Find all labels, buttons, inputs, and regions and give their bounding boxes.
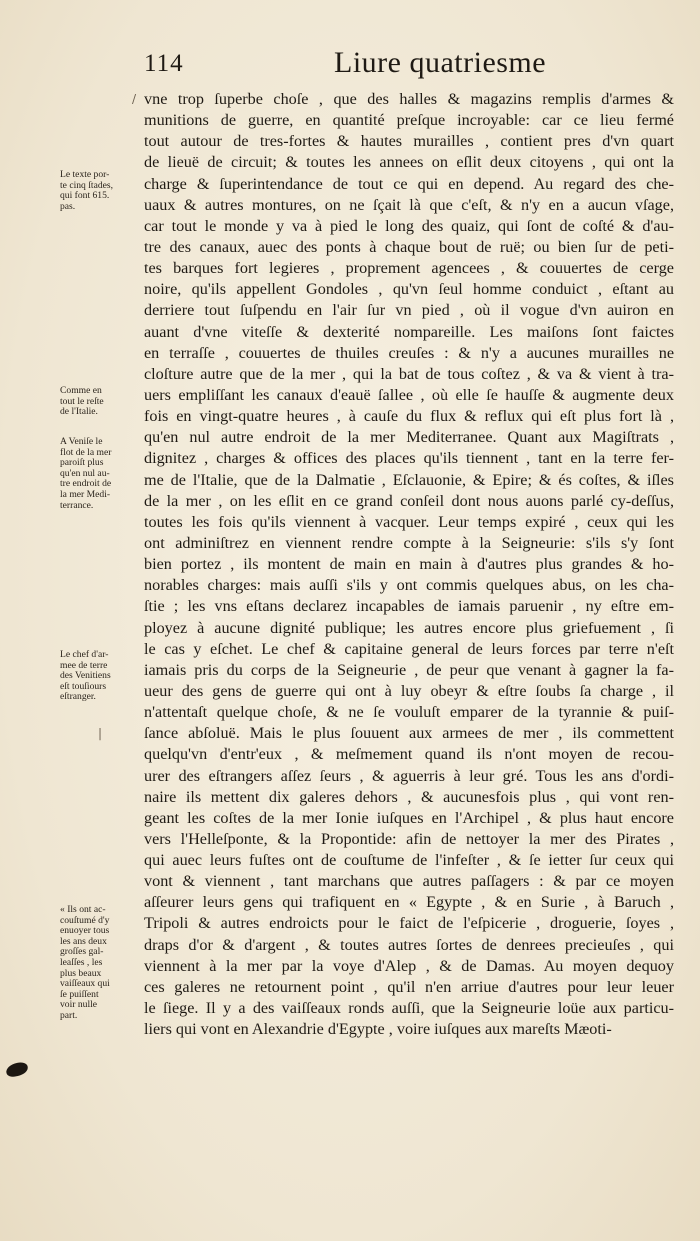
margin-note-line: tout le reſte [60,396,104,407]
margin-note-line: te cinq ſtades, [60,180,114,191]
margin-note-line: plus beaux [60,968,102,979]
text-line: quelqu'vn d'entr'eux , & meſmement quand ils n'ont moyen de recou- [144,745,674,764]
text-line: tout autour de tres-fortes & hautes murailles , contient pres d'vn quart [144,132,674,151]
margin-note-line: eſtranger. [60,692,96,703]
text-line: tre des canaux, auec des ponts à chaque bout de ruë; ou bien ſur de peti- [144,237,674,256]
margin-note-line: paroiſt plus [60,458,104,469]
text-line: aſſeurer leurs gens qui trafiquent en « Egypte , & en Surie , à Baruch , [144,893,674,912]
margin-note-line: eſt touſiours [60,681,107,692]
margin-note-line: Comme en [60,386,102,396]
text-line: ueur des gens de guerre qui ont à luy obeyr & eſtre ſoubs ſa charge , il [144,681,674,700]
margin-note-line: enuoyer tous [60,926,110,937]
margin-note-line: qui font 615. [60,191,110,202]
margin-note-line: couſtumé d'y [60,915,110,926]
margin-note-chef-armee [60,650,142,703]
text-line: munitions de guerre, en quantité preſque incroyable: car ce lieu fermé [144,111,674,130]
text-line: viennent à la mer par la voye d'Alep , & de Damas. Au moyen dequoy [144,956,674,975]
text-line: ployez à aucune dignité publique; les autres encore plus griefuement , ſi [144,618,674,637]
margin-note-line: leaſſes , les [60,957,103,968]
margin-note-line: Le chef d'ar- [60,650,109,660]
text-line: dignitez , charges & offices des places qu'ils tiennent , tant en la terre fer- [144,449,674,468]
margin-note-line: flot de la mer [60,447,112,458]
text-line: le cas y eſchet. Le chef & capitaine general de leurs forces par terre n'eſt [144,639,674,658]
text-line: uaux & autres montures, on ne ſçait là que c'eſt, & n'y en a aucun vſage, [144,195,674,214]
text-line: tes barques fort legieres , proprement agencees , & couuertes de cerge [144,259,674,278]
margin-note-galeasses [60,905,142,1022]
text-line: norables charges: mais auſſi s'ils y ont commis quelques abus, on les cha- [144,576,674,595]
margin-note-italie [60,386,142,418]
margin-note-line: de l'Italie. [60,407,98,418]
text-line: liers qui vont en Alexandrie d'Egypte , voire iuſques aux mareſts Mæoti- [144,1020,612,1039]
text-line: de la mer , on les eſlit en ce grand conſeil dont nous auons parlé cy-deſſus, [144,491,674,510]
text-line: naire ils mettent dix galeres dehors , & aucunesfois plus , qui vont ren- [144,787,674,806]
margin-note-line: Le texte por- [60,170,110,180]
text-line: fois en vingt-quatre heures , à cauſe du flux & reflux qui eſt plus fort là , [144,407,674,426]
text-line: qu'en nul autre endroit de la mer Mediterranee. Quant aux Magiſtrats , [144,428,674,447]
margin-note-line: la mer Medi- [60,489,111,500]
text-line: iamais pris du corps de la Seigneurie , de peur que venant à gagner la fa- [144,660,674,679]
margin-note-line: pas. [60,201,76,212]
text-line: de lieuë de circuit; & toutes les annees on eſlit deux citoyens , qui ont la [144,153,674,172]
page-number: 114 [144,50,184,77]
text-line: urer des eſtrangers aſſez ſeurs , & aguerris à leur gré. Tous les ans d'ordi- [144,766,674,785]
pen-mark: / [132,92,137,106]
text-line: en terraſſe , couuertes de thuiles creuſes : & n'y a aucunes murailles ne [144,343,674,362]
text-line: ces galeres ne retournent point , qu'il n'en arriue d'autres pour leur leuer [144,977,674,996]
text-line: Tripoli & autres endroicts pour le faict de l'eſpicerie , droguerie, ſoyes , [144,914,674,933]
text-line: geant les coſtes de la mer Ionie iuſques en l'Archipel , & plus haut encore [144,808,674,827]
text-line: car tout le monde y va à pied le long des quaiz, qui ſont de coſté & d'au- [144,216,674,235]
margin-note-line: « Ils ont ac- [60,905,106,915]
text-line: ſance abſoluë. Mais le plus ſouuent aux armees de mer , ils commettent [144,724,674,743]
text-line: ont adminiſtrez en viennent rendre compte à la Seigneurie: s'ils s'y ſont [144,533,674,552]
text-line: toutes les fois qu'ils viennent à vacquer. Leur temps expiré , ceux qui les [144,512,674,531]
running-title: Liure quatriesme [334,46,547,79]
margin-note-line: voir nulle [60,1000,98,1011]
margin-note-line: groſſes gal- [60,947,104,958]
margin-note-line: des Venitiens [60,671,111,682]
text-line: cloſture autre que de la mer , qui la bat de tous coſtez , & va & vient à tra- [144,364,674,383]
text-line: me de l'Italie, que de la Dalmatie , Eſclauonie, & Epire; & és coſtes, & iſles [144,470,674,489]
text-line: charge & ſuperintendance de tout ce qui en depend. Au regard des che- [144,174,674,193]
margin-note-stades [60,170,142,212]
margin-note-venise-flot [60,437,142,511]
pen-mark: | [98,726,103,740]
margin-note-line: qu'en nul au- [60,468,110,479]
ink-blot [5,1061,29,1078]
text-line: noire, qu'ils appellent Gondoles , qu'vn ſeul homme conduict , eſtant au [144,280,674,299]
main-text-block [144,89,674,1040]
text-line: n'attentaſt quelque choſe, & ne ſe vouluſt emparer de la tyrannie & puiſ- [144,703,674,722]
text-line: qui auec leurs fuſtes ont de couſtume de l'infeſter , & ſe ietter ſur ceux qui [144,851,674,870]
text-line: derriere tout ſuſpendu en l'air ſur vn pied , où il vogue d'vn auiron en [144,301,674,320]
margin-note-line: part. [60,1010,78,1021]
page-header [0,40,700,90]
text-line: uers empliſſant les canaux d'eauë ſallee , où elle ſe hauſſe & augmente deux [144,385,674,404]
text-line: le ſiege. Il y a des vaiſſeaux ronds auſſi, que la Seigneurie loüe aux particu- [144,999,674,1018]
text-line: vers l'Helleſponte, & la Propontide: afin de nettoyer la mer des Pirates , [144,829,674,848]
margin-note-line: terrance. [60,500,94,511]
text-line: ſtie ; les vns eſtans declarez incapables de iamais paruenir , ny eſtre em- [144,597,674,616]
margin-note-line: mee de terre [60,660,108,671]
margin-note-line: tre endroit de [60,479,112,490]
text-line: bien portez , ils montent de main en main à d'autres plus grandes & ho- [144,555,674,574]
text-line: draps d'or & d'argent , & toutes autres ſortes de denrees precieuſes , qui [144,935,674,954]
margin-note-line: A Veniſe le [60,437,103,447]
text-line: vont & viennent , tant marchans que autres paſſagers : & par ce moyen [144,872,674,891]
margin-note-line: vaiſſeaux qui [60,979,110,990]
text-line: vne trop ſuperbe choſe , que des halles & magazins remplis d'armes & [144,90,674,108]
margin-note-line: les ans deux [60,936,107,947]
margin-note-line: ſe puiſſent [60,989,99,1000]
text-line: auant d'vne viteſſe & dexterité nompareille. Les maiſons ſont faictes [144,322,674,341]
